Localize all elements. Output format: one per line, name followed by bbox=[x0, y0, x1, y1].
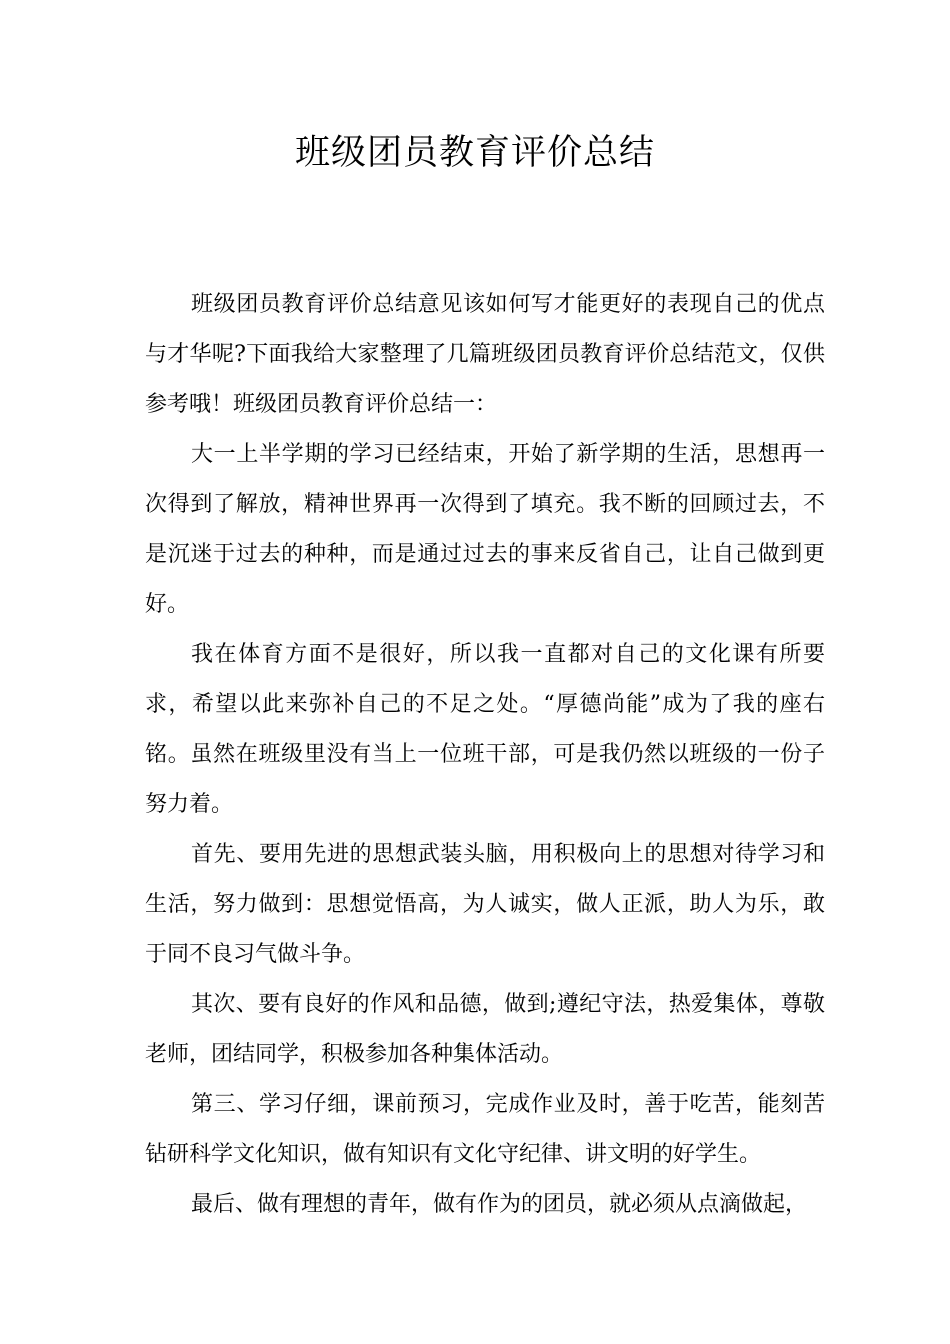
document-body bbox=[145, 280, 825, 1230]
paragraph-last: 最后、做有理想的青年，做有作为的团员，就必须从点滴做起， bbox=[191, 1192, 808, 1217]
document-title: 班级团员教育评价总结 bbox=[294, 133, 655, 173]
paragraph-third: 第三、学习仔细，课前预习，完成作业及时，善于吃苦，能刻苦钻研科学文化知识，做有知识有文化守纪律、讲文明的好学生。 bbox=[145, 1092, 825, 1167]
paragraph-first: 首先、要用先进的思想武装头脑，用积极向上的思想对待学习和生活，努力做到：思想觉悟高，为人诚实，做人正派，助人为乐，敢于同不良习气做斗争。 bbox=[145, 842, 825, 967]
paragraph-second: 其次、要有良好的作风和品德，做到;遵纪守法，热爱集体，尊敬老师，团结同学，积极参加各种集体活动。 bbox=[145, 992, 825, 1067]
paragraph-semester: 大一上半学期的学习已经结束，开始了新学期的生活，思想再一次得到了解放，精神世界再一次得到了填充。我不断的回顾过去，不是沉迷于过去的种种，而是通过过去的事来反省自己，让自己做到更好。 bbox=[145, 442, 825, 617]
paragraph-intro: 班级团员教育评价总结意见该如何写才能更好的表现自己的优点与才华呢?下面我给大家整理了几篇班级团员教育评价总结范文，仅供参考哦！班级团员教育评价总结一： bbox=[145, 292, 825, 417]
paragraph-sports: 我在体育方面不是很好，所以我一直都对自己的文化课有所要求，希望以此来弥补自己的不足之处。“厚德尚能”成为了我的座右铭。虽然在班级里没有当上一位班干部，可是我仍然以班级的一份子努力着。 bbox=[145, 642, 825, 817]
